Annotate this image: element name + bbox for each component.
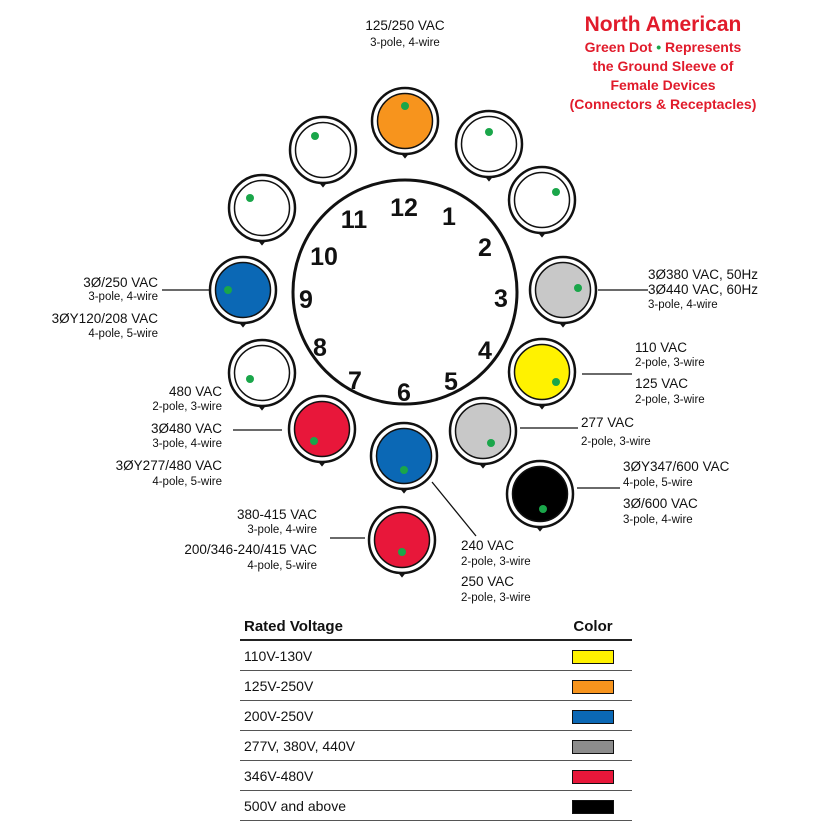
clock-number-11: 11 [340,206,368,234]
ground-dot-icon [552,188,560,196]
ground-dot-icon [539,505,547,513]
voltage-label: 240 VAC [461,538,515,553]
receptacle-10 [229,175,295,244]
wiring-label: 3-pole, 4-wire [623,514,693,526]
receptacle-face [377,429,432,484]
voltage-cell: 500V and above [240,791,554,821]
receptacle-face [462,117,517,172]
table-row [240,640,632,671]
receptacle-7 [289,396,355,465]
color-header: Color [554,616,632,640]
wiring-label: 4-pole, 5-wire [623,477,693,489]
voltage-label: 110 VAC [635,340,688,355]
ground-dot-icon [398,548,406,556]
voltage-label: 3Ø440 VAC, 60Hz [648,282,759,297]
clock-number-7: 7 [348,367,362,395]
wiring-label: 2-pole, 3-wire [461,592,531,604]
receptacle-8 [229,340,295,409]
wiring-label: 2-pole, 3-wire [581,436,651,448]
ground-dot-icon [224,286,232,294]
clock-number-3: 3 [494,285,508,313]
receptacle-4 [509,339,575,408]
label-group-4 [635,340,705,406]
clock-number-5: 5 [444,368,458,396]
ground-dot-icon [310,437,318,445]
rated-voltage-header: Rated Voltage [240,616,554,640]
ground-dot-icon [401,102,409,110]
voltage-label: 3Ø/600 VAC [623,496,698,511]
title-line-3: Female Devices [610,77,716,93]
title-line-2: the Ground Sleeve of [592,58,734,74]
voltage-label: 3Ø/250 VAC [83,275,158,290]
label-group-5 [581,415,651,448]
green-dot-icon: • [656,39,662,55]
table-header-row [240,616,632,640]
table-row [240,761,632,791]
clock-number-10: 10 [310,243,338,271]
table-row [240,671,632,701]
wiring-label: 2-pole, 3-wire [461,556,531,568]
ground-dot-icon [574,284,582,292]
wiring-label: 3-pole, 4-wire [152,438,222,450]
clock-number-4: 4 [478,337,492,365]
label-group-7 [116,384,223,488]
color-swatch [572,770,614,784]
color-cell [554,640,632,671]
voltage-cell: 110V-130V [240,640,554,671]
voltage-label: 3ØY347/600 VAC [623,459,730,474]
color-swatch [572,740,614,754]
table-row [240,791,632,821]
label-group-3 [648,267,758,311]
receptacle-face [295,402,350,457]
clock-number-6: 6 [397,379,411,407]
wiring-label: 4-pole, 5-wire [247,560,317,572]
receptacle-11 [290,117,356,186]
receptacle-face [515,345,570,400]
color-cell [554,791,632,821]
ground-dot-icon [487,439,495,447]
voltage-label: 125/250 VAC [365,18,445,33]
color-swatch [572,650,614,664]
leader-line-6 [432,482,476,536]
voltage-label: 380-415 VAC [236,507,317,522]
voltage-cell: 277V, 380V, 440V [240,731,554,761]
voltage-cell: 200V-250V [240,701,554,731]
table-row [240,701,632,731]
ground-dot-icon [552,378,560,386]
color-cell [554,761,632,791]
table-row [240,731,632,761]
label-group-9 [52,275,159,340]
voltage-label: 480 VAC [168,384,222,399]
wiring-label: 4-pole, 5-wire [88,328,158,340]
table-body [240,640,632,821]
voltage-label: 3Ø480 VAC [150,421,222,436]
rated-voltage-table [240,616,632,821]
receptacle-face [515,173,570,228]
receptacle-face [513,467,568,522]
wiring-label: 3-pole, 4-wire [370,37,440,49]
wiring-label: 3-pole, 4-wire [247,524,317,536]
ground-dot-icon [485,128,493,136]
receptacle-face [296,123,351,178]
color-cell [554,701,632,731]
receptacle-12 [372,88,438,157]
ground-dot-icon [246,194,254,202]
receptacle-face [235,346,290,401]
color-cell [554,731,632,761]
ground-dot-icon [246,375,254,383]
title-line-4: (Connectors & Receptacles) [569,96,757,112]
color-swatch [572,680,614,694]
clock-number-9: 9 [299,286,313,314]
voltage-label: 3ØY120/208 VAC [51,311,158,326]
clock-number-1: 1 [442,203,456,231]
voltage-label: 3Ø380 VAC, 50Hz [648,267,759,282]
clock-number-8: 8 [313,334,327,362]
title-line-1-end: Represents [665,39,742,55]
color-swatch [572,800,614,814]
wiring-label: 2-pole, 3-wire [635,394,705,406]
receptacle-2 [509,167,575,236]
receptacle-3 [530,257,596,326]
receptacle-6 [371,423,437,492]
receptacle-face [378,94,433,149]
title-heading: North American [584,13,742,36]
receptacle-face [235,181,290,236]
receptacle-face [216,263,271,318]
label-group-outer-5 [623,459,730,526]
label-group-12 [365,18,445,49]
label-group-outer-6 [184,507,317,572]
voltage-cell: 346V-480V [240,761,554,791]
color-cell [554,671,632,701]
wiring-label: 2-pole, 3-wire [152,401,222,413]
voltage-label: 277 VAC [581,415,635,430]
receptacle-1 [456,111,522,180]
voltage-cell: 125V-250V [240,671,554,701]
receptacle-face [375,513,430,568]
wiring-label: 2-pole, 3-wire [635,357,705,369]
wiring-label: 3-pole, 4-wire [88,291,158,303]
ground-dot-icon [311,132,319,140]
receptacle-face [456,404,511,459]
voltage-label: 3ØY277/480 VAC [115,458,222,473]
voltage-label: 200/346-240/415 VAC [184,542,317,557]
receptacle-9 [210,257,276,326]
receptacle-outer-5 [507,461,573,530]
ground-dot-icon [400,466,408,474]
voltage-label: 250 VAC [461,574,515,589]
color-swatch [572,710,614,724]
label-group-6 [461,538,531,604]
receptacle-face [536,263,591,318]
clock-number-12: 12 [390,194,418,222]
wiring-label: 3-pole, 4-wire [648,299,718,311]
voltage-label: 125 VAC [635,376,689,391]
title-line-1-start: Green Dot [584,39,653,55]
receptacle-5 [450,398,516,467]
receptacle-outer-6 [369,507,435,576]
wiring-label: 4-pole, 5-wire [152,476,222,488]
clock-number-2: 2 [478,234,492,262]
